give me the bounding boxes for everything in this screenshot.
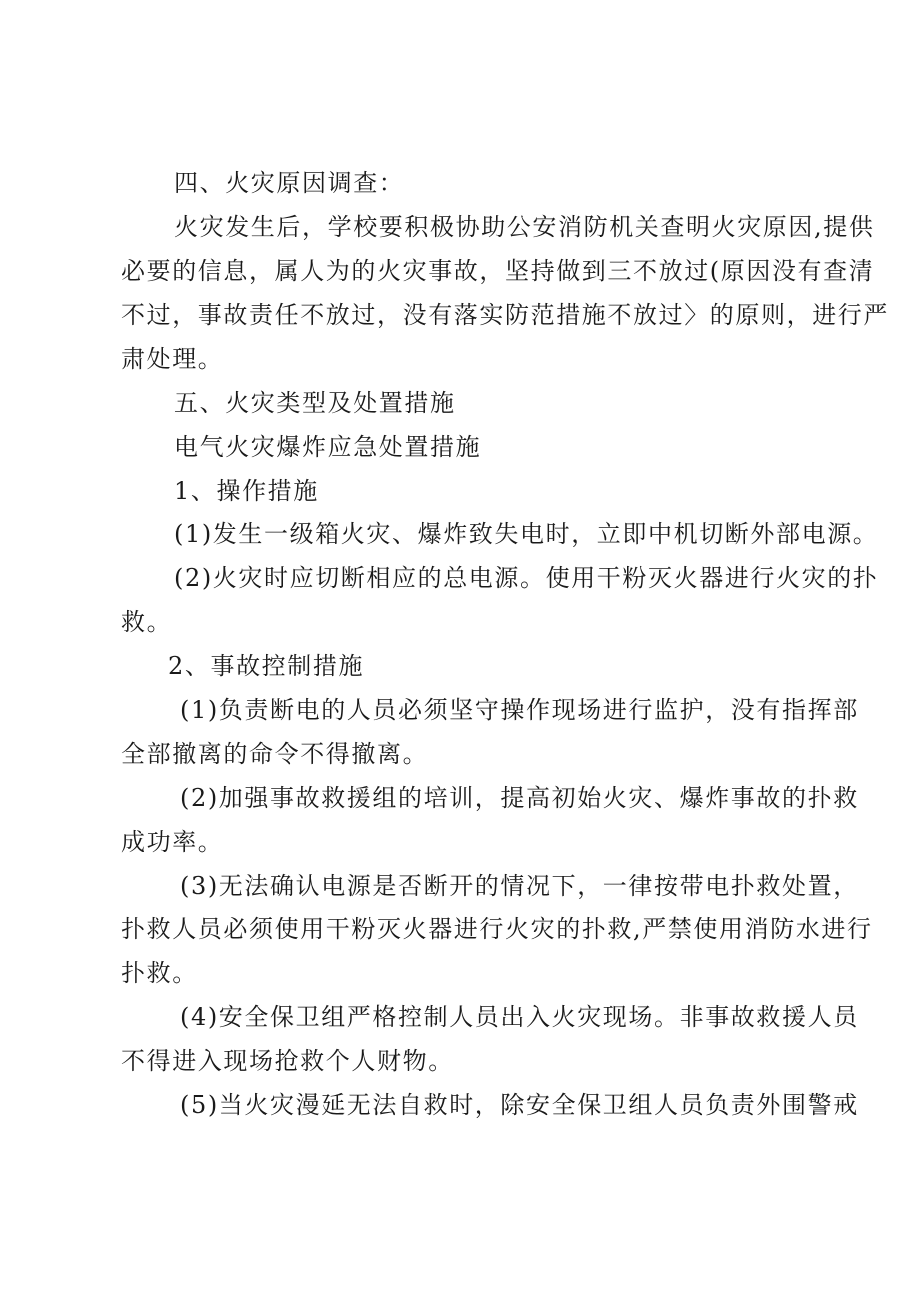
section-heading-fire-types: 五、火灾类型及处置措施: [174, 389, 456, 417]
list-item: (4)安全保卫组严格控制人员出入火灾现场。非事故救援人员: [180, 1003, 859, 1031]
list-item-continuation: 全部撤离的命令不得撤离。: [121, 740, 429, 768]
list-item-continuation: 扑救人员必须使用干粉灭火器进行火灾的扑救,严禁使用消防水进行: [121, 915, 873, 943]
subsection-title-control: 2、事故控制措施: [168, 652, 365, 680]
list-item-continuation: 不得进入现场抢救个人财物。: [121, 1047, 454, 1075]
list-item: (2)火灾时应切断相应的总电源。使用干粉灭火器进行火灾的扑: [174, 564, 879, 592]
list-item-continuation: 救。: [121, 608, 173, 636]
list-item: (3)无法确认电源是否断开的情况下，一律按带电扑救处置，: [180, 872, 859, 900]
paragraph-line: 必要的信息，属人为的火灾事故，坚持做到三不放过(原因没有查清: [121, 257, 875, 285]
paragraph-line: 不过，事故责任不放过，没有落实防范措施不放过〉的原则，进行严: [121, 301, 889, 329]
list-item: (2)加强事故救援组的培训，提高初始火灾、爆炸事故的扑救: [180, 784, 859, 812]
paragraph-line: 肃处理。: [121, 345, 224, 373]
section-heading-fire-cause: 四、火灾原因调查：: [174, 169, 405, 197]
subsection-title-operation: 1、操作措施: [174, 477, 319, 505]
paragraph-line: 火灾发生后，学校要积极协助公安消防机关查明火灾原因,提供: [174, 213, 875, 241]
list-item: (1)负责断电的人员必须坚守操作现场进行监护，没有指挥部: [180, 696, 859, 724]
list-item-continuation: 成功率。: [121, 828, 224, 856]
subheading-electrical-fire: 电气火灾爆炸应急处置措施: [174, 433, 482, 461]
list-item-continuation: 扑救。: [121, 959, 198, 987]
list-item: (5)当火灾漫延无法自救时，除安全保卫组人员负责外围警戒: [180, 1091, 859, 1119]
list-item: (1)发生一级箱火灾、爆炸致失电时，立即中机切断外部电源。: [174, 520, 879, 548]
